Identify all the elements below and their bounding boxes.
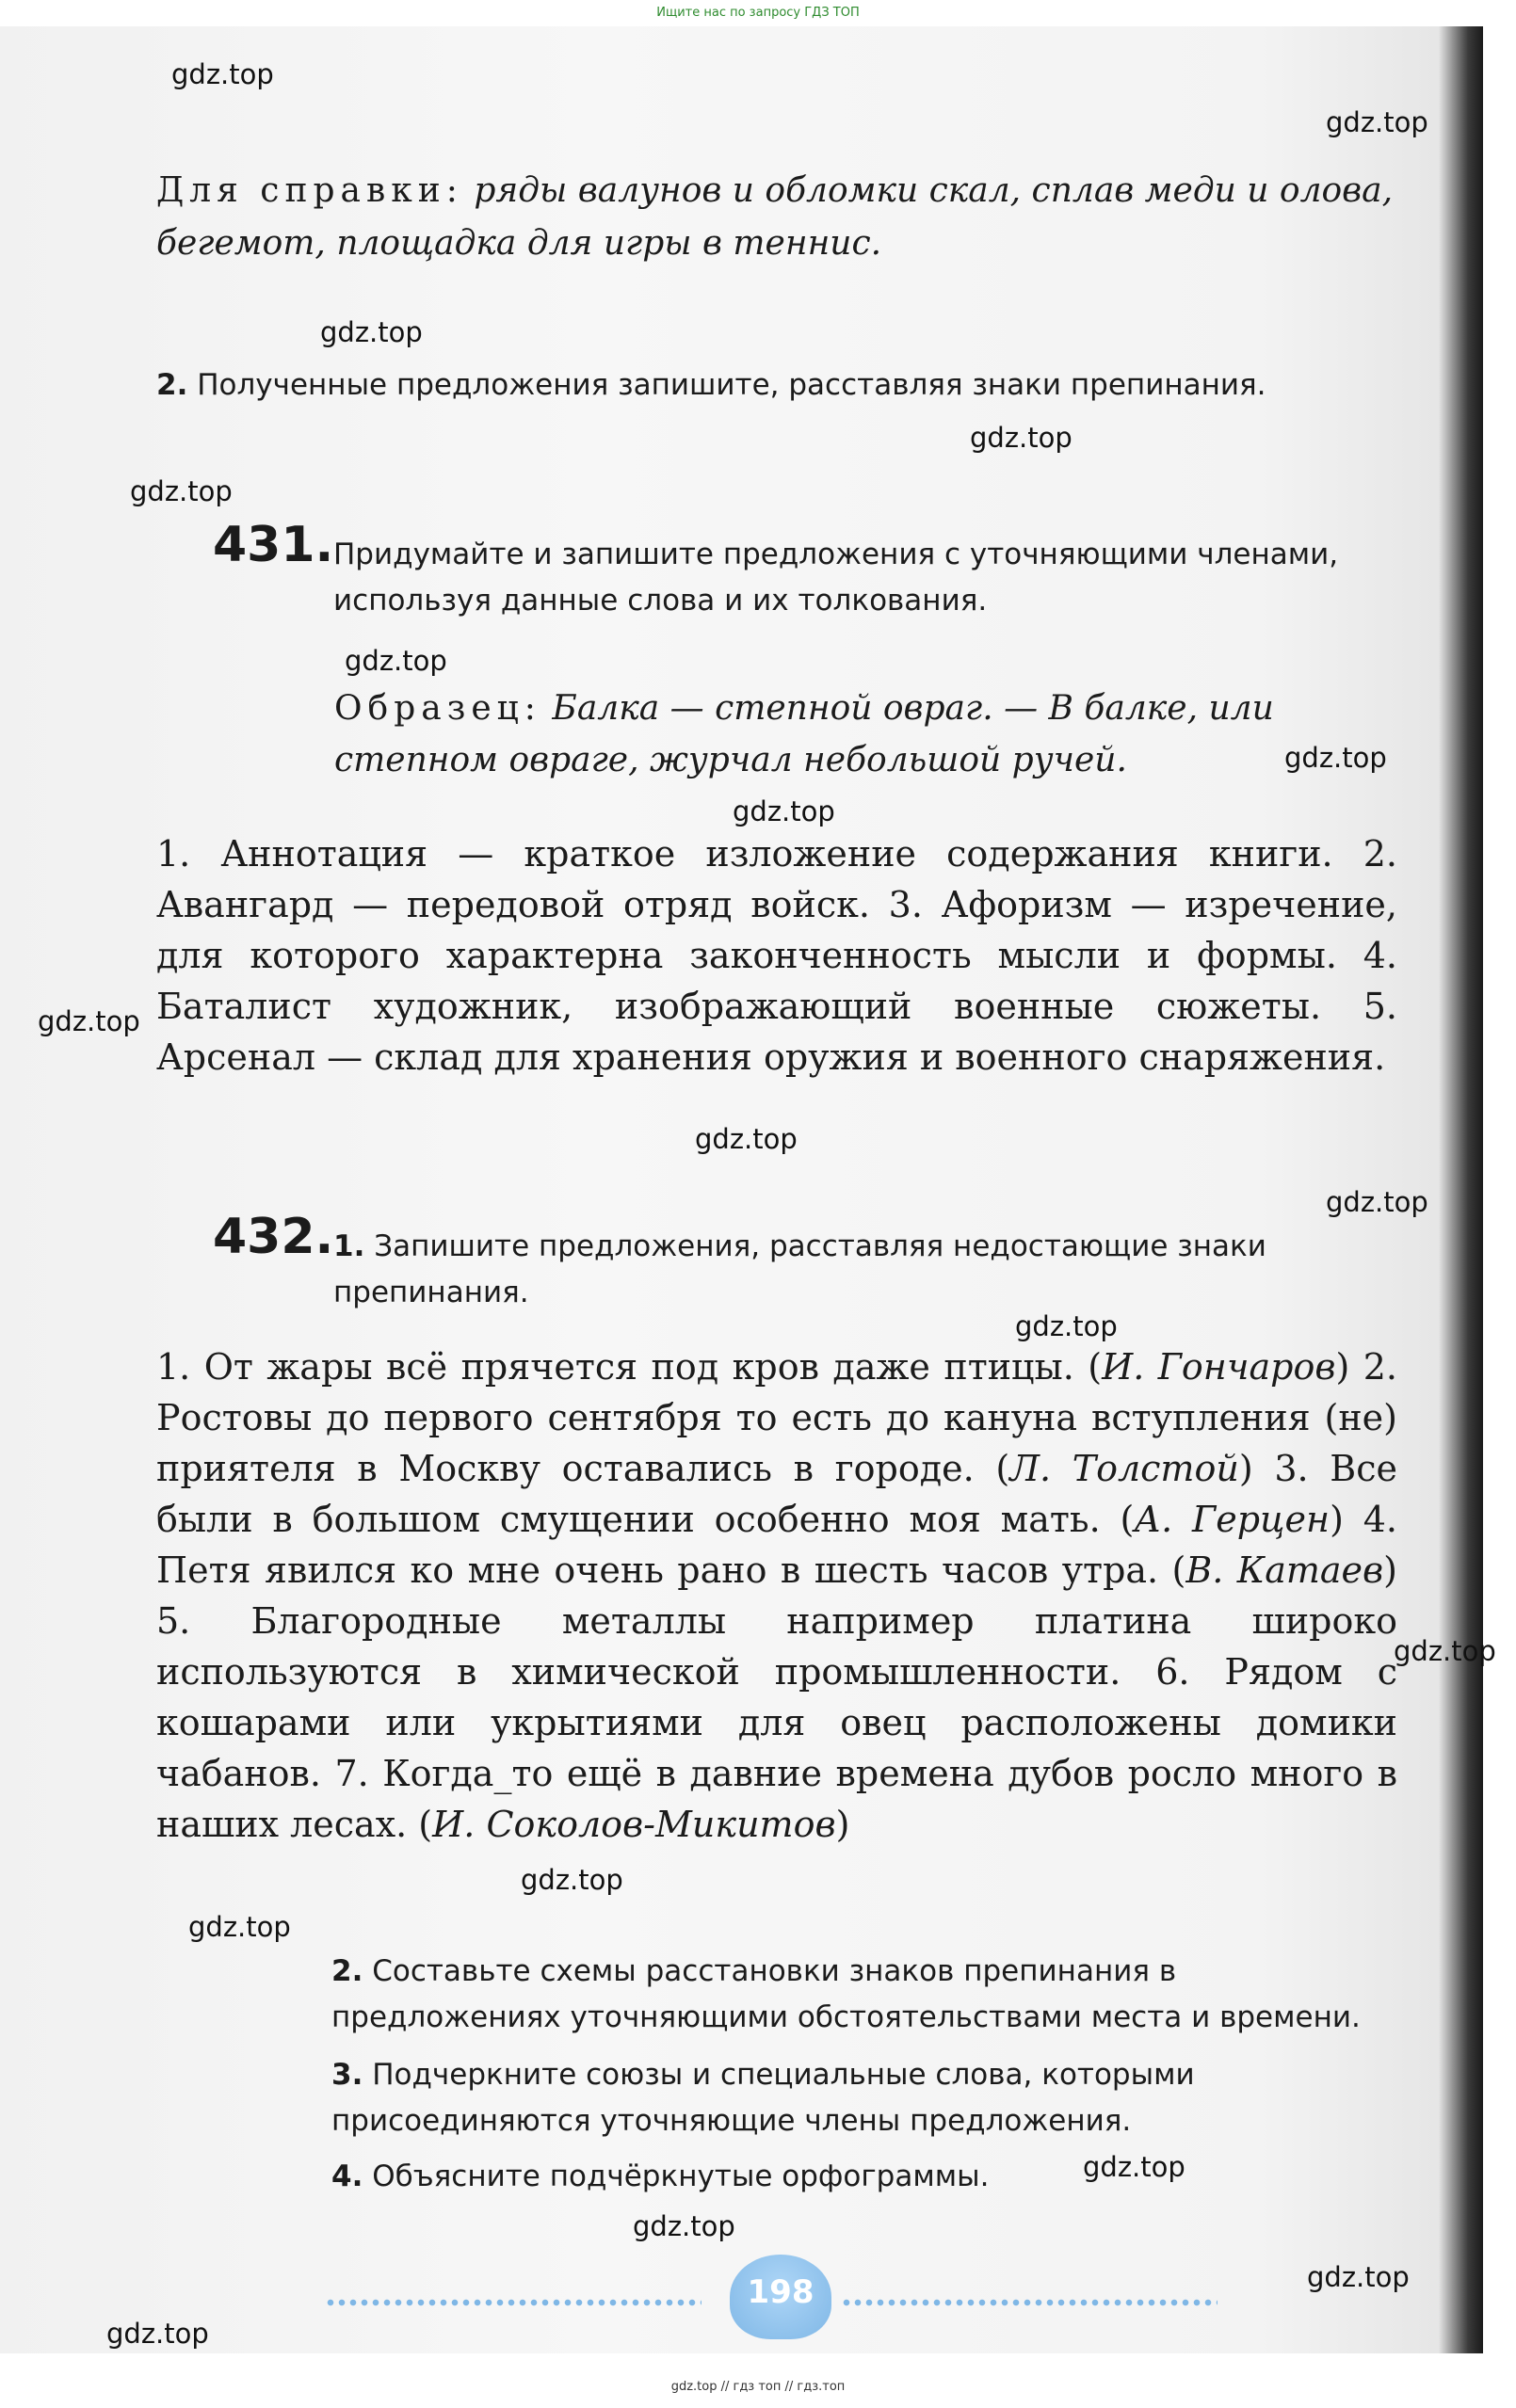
sentence-close: ) (835, 1804, 850, 1845)
sentence-close: ) (1383, 1549, 1397, 1591)
page-number: 198 (730, 2255, 831, 2339)
sentence-close: ) (1330, 1499, 1344, 1540)
watermark: gdz.top (1394, 1635, 1496, 1667)
task-430-2 (156, 362, 1397, 409)
watermark: gdz.top (633, 2210, 735, 2242)
task-number: 2. (156, 368, 188, 402)
sentence: 2. Ростовы до первого сентября то есть до кануна вступления (не) приятеля в Москву оставались в городе. ( (156, 1346, 1397, 1489)
exercise-431-body: 1. Аннотация — краткое изложение содержания книги. 2. Авангард — передовой отряд войск. 3. Афоризм — изречение, для которого характерна законченность мысли и формы. 4. Баталист художник, изображающий военные сюжеты. 5. Арсенал — склад для хранения оружия и военного снаряжения. (156, 833, 1397, 1078)
bottom-banner: gdz.top // гдз топ // гдз.топ (670, 2380, 846, 2394)
watermark: gdz.top (1015, 1310, 1118, 1342)
watermark: gdz.top (106, 2318, 209, 2350)
watermark: gdz.top (1083, 2151, 1185, 2183)
sentence-author: А. Герцен (1134, 1499, 1331, 1540)
reference-label: Для справки: (156, 171, 463, 210)
sample-block (334, 682, 1398, 786)
sentence-author: И. Гончаров (1102, 1346, 1336, 1388)
reference-block (156, 165, 1397, 270)
watermark: gdz.top (320, 316, 423, 348)
exercise-432-task-4 (331, 2154, 1397, 2200)
watermark: gdz.top (345, 645, 447, 677)
exercise-task-1 (218, 1224, 1397, 1316)
reference-text: ряды валунов и обломки скал, сплав меди и олова, бегемот, площадка для игры в теннис. (156, 171, 1394, 263)
task-number: 1. (333, 1229, 365, 1263)
task-text: Полученные предложения запишите, расставляя знаки препинания. (197, 368, 1266, 402)
sentence-close: ) (1238, 1448, 1253, 1489)
watermark: gdz.top (733, 795, 835, 827)
exercise-instruction: Придумайте и запишите предложения с уточняющими членами, используя данные слова и их толкования. (333, 538, 1339, 618)
exercise-number: 431. (213, 517, 334, 573)
watermark: gdz.top (188, 1911, 291, 1943)
watermark: gdz.top (970, 422, 1072, 454)
watermark: gdz.top (695, 1123, 798, 1155)
sentence-close: ) (1335, 1346, 1350, 1388)
sample-text: Балка — степной овраг. — В балке, или степном овраге, журчал небольшой ручей. (334, 689, 1274, 779)
exercise-432 (213, 1209, 1397, 1316)
exercise-432-task-3 (331, 2052, 1397, 2144)
task-number: 2. (331, 1954, 363, 1988)
watermark: gdz.top (1284, 742, 1387, 774)
exercise-432-task-2 (331, 1949, 1397, 2041)
task-text: Запишите предложения, расставляя недостающие знаки препинания. (333, 1229, 1266, 1309)
watermark: gdz.top (521, 1864, 623, 1896)
sentence: 4. Петя явился ко мне очень рано в шесть часов утра. ( (156, 1499, 1397, 1591)
watermark: gdz.top (171, 58, 274, 90)
watermark: gdz.top (130, 475, 233, 507)
watermark: gdz.top (1307, 2261, 1410, 2293)
task-number: 4. (331, 2159, 363, 2193)
watermark: gdz.top (38, 1005, 140, 1037)
exercise-number: 432. (213, 1209, 334, 1265)
task-text: Составьте схемы расстановки знаков препинания в предложениях уточняющими обстоятельствами места и времени. (331, 1954, 1361, 2034)
dotted-rule-left (325, 2298, 702, 2307)
sentence-author: Л. Толстой (1009, 1448, 1239, 1489)
sentence: 3. Все были в большом смущении особенно моя мать. ( (156, 1448, 1397, 1540)
task-text: Подчеркните союзы и специальные слова, которыми присоединяются уточняющие члены предложения. (331, 2058, 1195, 2138)
watermark: gdz.top (1326, 1186, 1428, 1218)
dotted-rule-right (841, 2298, 1218, 2307)
task-number: 3. (331, 2058, 363, 2092)
sample-label: Образец: (334, 689, 541, 728)
top-banner: Ищите нас по запросу ГДЗ ТОП (656, 6, 860, 20)
sentence: 5. Благородные металлы например платина широко используются в химической промышленности. 6. Рядом с кошарами или укрытиями для овец расположены домики чабанов. 7. Когда_то ещё в давние времена дубов росло много в наших лесах. ( (156, 1600, 1397, 1845)
page-footer (325, 2245, 1229, 2330)
sentence-author: В. Катаев (1185, 1549, 1384, 1591)
sentence-author: И. Соколов-Микитов (432, 1804, 836, 1845)
exercise-432-sentences (156, 1341, 1397, 1850)
exercise-431 (213, 517, 1397, 624)
watermark: gdz.top (1326, 106, 1428, 138)
sentence: 1. От жары всё прячется под кров даже птицы. ( (156, 1346, 1103, 1388)
task-text: Объясните подчёркнутые орфограммы. (372, 2159, 990, 2193)
